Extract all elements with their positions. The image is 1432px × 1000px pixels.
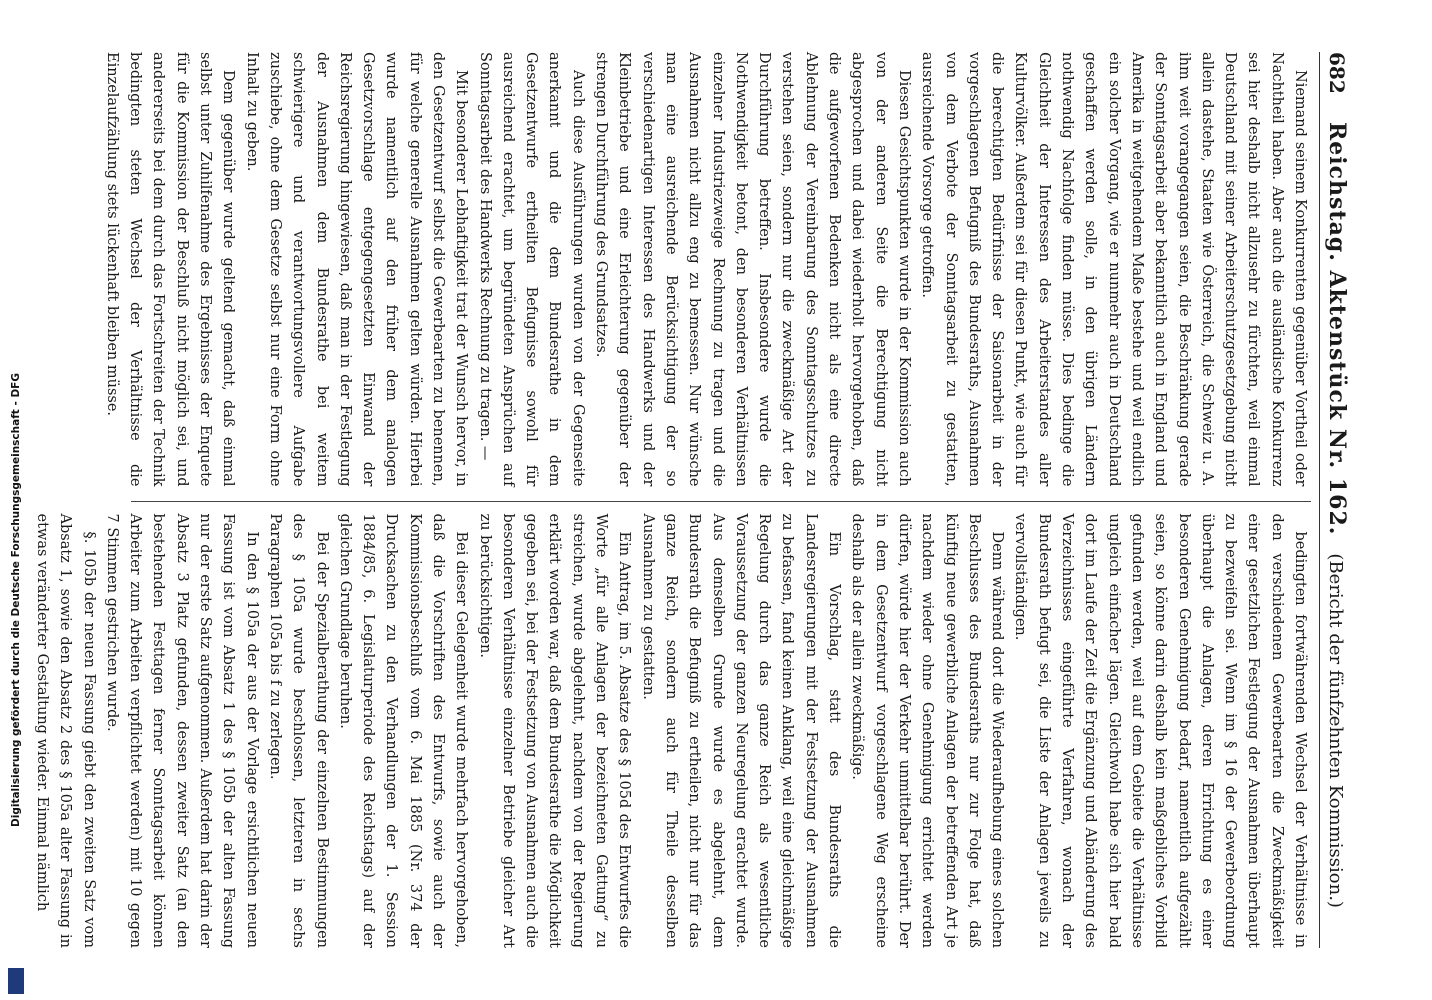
paragraph: Denn während dort die Wiederaufhebung eines solchen Beschlusses des Bundesraths nur zur Folge hat, daß künftig neue gewerbliche Anlagen der betreffenden Art je nachdem wieder ohne Genehmigung errichtet werden dürfen, würde hier der Verkehr unmittelbar berührt. Der in dem Gesetzentwurf vorgeschlagene Weg erscheine deshalb als der allein zweckmäßige. [849,513,1006,948]
text-columns [33,52,1311,948]
paragraph: Ein Vorschlag, statt des Bundesraths die Landesregierungen mit der Festsetzung der Ausnahmen zu befassen, fand keinen Anklang, weil eine gleichmäßige Regelung durch das ganze Reich als wesentliche Voraussetzung der ganzen Neuregelung erachtet wurde. Aus demselben Grunde wurde es abgelehnt, dem Bundesrath die Befugniß zu ertheilen, nicht nur für das ganze Reich, sondern auch für Theile desselben Ausnahmen zu gestatten. [639,513,843,948]
digitization-footer [6,0,26,1000]
paragraph: Auch diese Ausführungen wurden von der Gegenseite anerkannt und die dem Bundesrathe in dem Gesetzentwurfe ertheilten Befugnisse sowohl für ausreichend erachtet, um begründeten Ansprüchen auf Sonntagsarbeit des Handwerks Rechnung zu tragen. — [476,52,586,487]
scanned-page [33,30,1364,970]
paragraph: Dem gegenüber wurde geltend gemacht, daß einmal selbst unter Zuhilfenahme des Ergebnisses der Enquete für die Kommission der Beschluß nicht möglich sei, und andererseits bei dem durch das Fortschreiten der Technik bedingten steten Wechsel der Verhältnisse die Einzelaufzählung stets lückenhaft bleiben müsse. [103,52,237,487]
paragraph: Bei der Spezialberathung der einzelnen Bestimmungen des § 105a wurde beschlossen, letzteren in sechs Paragraphen 105a bis f zu zerlegen. [266,513,330,948]
running-subtitle: (Bericht der fünfzehnten Kommission.) [1325,553,1346,908]
paragraph: Bei dieser Gelegenheit wurde mehrfach hervorgehoben, daß die Vorschriften des Entwurfs, sowie auch der Kommissionsbeschluß vom 6. Mai 1885 (Nr. 374 der Drucksachen zu den Verhandlungen der 1. Session 1884/85, 6. Legislaturperiode des Reichstags) auf der gleichen Grundlage beruhen. [336,513,470,948]
paragraph: Niemand seinem Konkurrenten gegenüber Vortheil oder Nachtheil haben. Aber auch die ausländische Konkurrenz sei hier deshalb nicht allzusehr zu fürchten, weil einmal Deutschland mit seiner Arbeiterschutzgesetzgebung nicht allein dastehe, Staaten wie Österreich, die Schweiz u. A. ihm weit vorangegangen seien, die Beschränkung gerade der Sonntagsarbeit aber bekanntlich auch in England und Amerika in weitgehendem Maße bestehe und weil endlich ein solcher Vorgang, wie er nunmehr auch in Deutschland geschaffen werden solle, in den übrigen Ländern nothwendig Nachfolge finden müsse. Dies bedinge die Gleichheit der Interessen des Arbeiterstandes aller Kulturvölker. Außerdem sei für diesen Punkt, wie auch für die berechtigten Bedürfnisse der Saisonarbeit in der vorgeschlagenen Befugniß des Bundesraths, Ausnahmen von dem Verbote der Sonntagsarbeit zu gestatten, ausreichende Vorsorge getroffen. [919,52,1308,487]
dfg-logo [8,968,24,994]
paragraph: Ein Antrag, im 5. Absatze des § 105d des Entwurfes die Worte „für alle Anlagen der bezeichneten Gattung“ zu streichen, wurde abgelehnt, nachdem von der Regierung erklärt worden war, daß dem Bundesrathe die Möglichkeit gegeben sei, bei der Festsetzung von Ausnahmen auch die besonderen Verhältnisse einzelner Betriebe gleicher Art zu berücksichtigen. [476,513,633,948]
left-column [103,52,1311,487]
paragraph: In den § 105a der aus der Vorlage ersichtlichen neuen Fassung ist vom Absatz 1 des § 105b der alten Fassung nur der erste Satz aufgenommen. Außerdem hat darin der Absatz 3 Platz gefunden, dessen zweiter Satz (an den bestehenden Festtagen ferner Sonntagsarbeit können Arbeiter zum Arbeiten verpflichtet werden) mit 10 gegen 7 Stimmen gestrichen wurde. [103,513,260,948]
footer-credit: Digitalisierung gefördert durch die Deutsche Forschungsgemeinschaft - DFG [10,373,22,827]
paragraph: Mit besonderer Lebhaftigkeit trat der Wunsch hervor, in den Gesetzentwurf selbst die Gewerbearten zu benennen, für welche generelle Ausnahmen gelten würden. Hierbei wurde namentlich auf den früher dem analogen Gesetzvorschlage entgegengesetzten Einwand der Reichsregierung hingewiesen, daß man in der Festlegung der Ausnahmen dem Bundesrathe bei weitem schwierigere und verantwortungsvollere Aufgabe zuschiebe, ohne dem Gesetze selbst nur eine Form ohne Inhalt zu geben. [243,52,470,487]
paragraph: §. 105b der neuen Fassung giebt den zweiten Satz vom Absatz 1, sowie den Absatz 2 des § 105a alter Fassung in etwas veränderter Gestaltung wieder. Einmal nämlich [33,513,97,948]
page-header [1319,52,1350,948]
page-number: 682 [1325,52,1349,94]
paragraph: bedingten fortwährenden Wechsel der Verhältnisse in den verschiedenen Gewerbearten die Zweckmäßigkeit einer gesetzlichen Festlegung der Ausnahmen überhaupt zu bezweifeln sei. Wenn im § 16 der Gewerbeordnung überhaupt die Anlagen, deren Errichtung es einer besonderen Genehmigung bedarf, namentlich aufgezählt seien, so könne darin deshalb kein maßgebliches Vorbild gefunden werden, weil auf dem Gebiete die Verhältnisse ungleich einfacher lägen. Gleichwohl habe sich hier bald dort im Laufe der Zeit die Ergänzung und Abänderung des Verzeichnisses eingeführte Verfahren, wonach der Bundesrath befugt sei, die Liste der Anlagen jeweils zu vervollständigen. [1012,513,1308,948]
running-head: Reichstag. Aktenstück Nr. 162. [1324,122,1350,536]
right-column [33,501,1311,949]
paragraph: Diesen Gesichtspunkten wurde in der Kommission auch von der anderen Seite die Berechtigung nicht abgesprochen und dabei wiederholt hervorgehoben, daß die aufgeworfenen Bedenken nicht als eine directe Ablehnung der Vereinbarung des Sonntagsschutzes zu verstehen seien, sondern nur die zweckmäßige Art der Durchführung betreffen. Insbesondere wurde die Nothwendigkeit betont, den besonderen Verhältnissen einzelner Industriezweige Rechnung zu tragen und die Ausnahmen nicht allzu eng zu bemessen. Nur wünsche man eine ausreichende Berücksichtigung der so verschiedenartigen Interessen des Handwerks und der Kleinbetriebe und eine Erleichterung gegenüber der strengen Durchführung des Grundsatzes. [593,52,912,487]
